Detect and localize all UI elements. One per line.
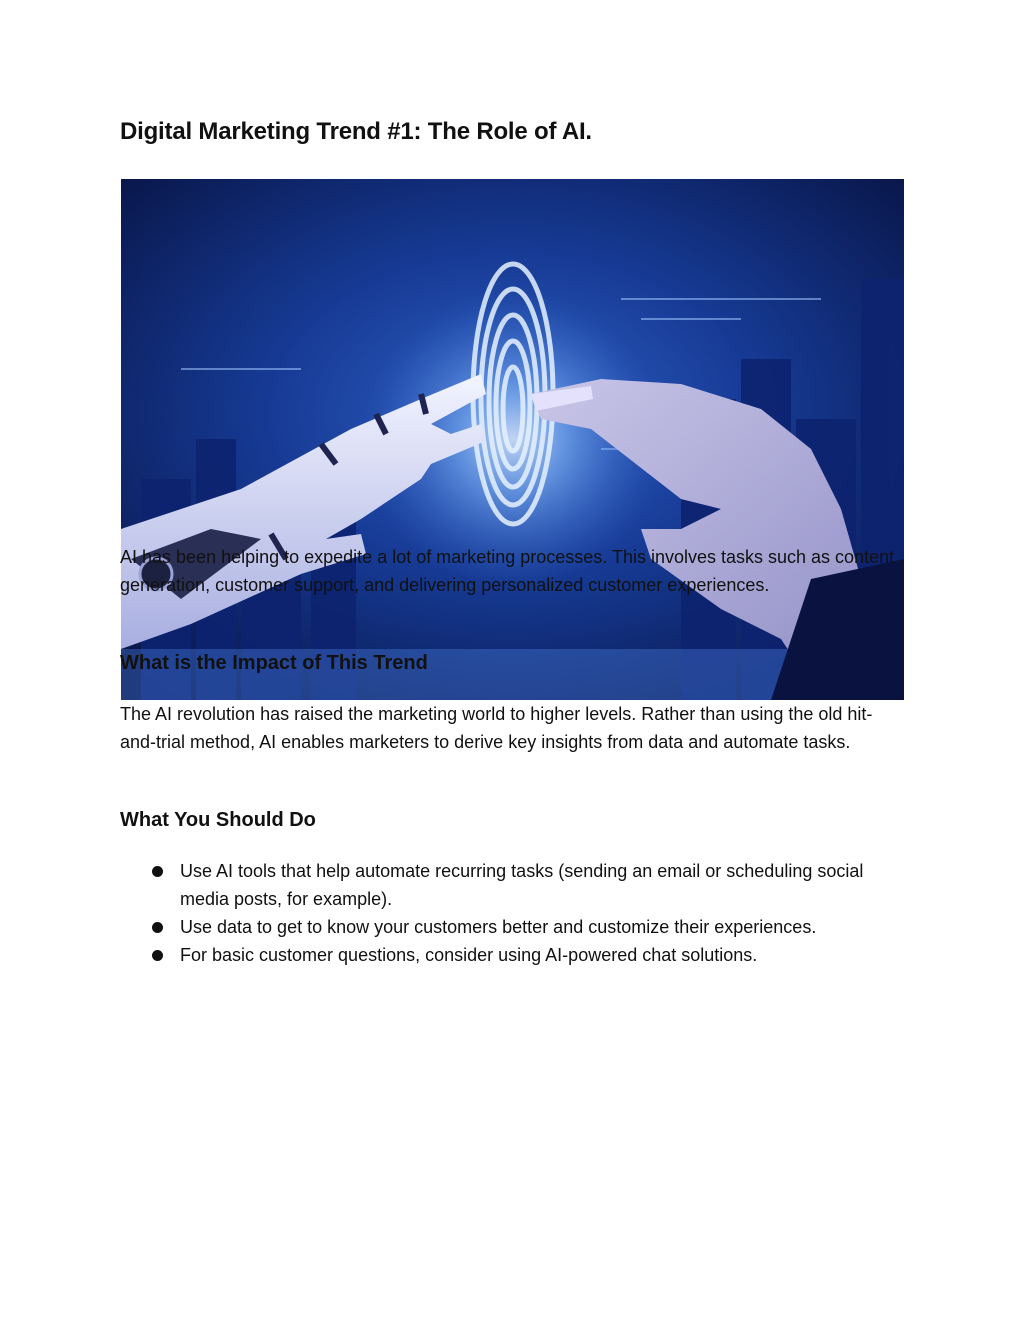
list-item [120, 857, 904, 913]
list-item-text: Use data to get to know your customers better and customize their experiences. [180, 917, 817, 937]
bullet-icon [152, 922, 163, 933]
bullet-icon [152, 866, 163, 877]
page-title: Digital Marketing Trend #1: The Role of AI. [120, 118, 592, 145]
impact-paragraph: The AI revolution has raised the marketing world to higher levels. Rather than using the old hit-and-trial method, AI enables marketers to derive key insights from data and automate tasks. [120, 704, 873, 752]
hero-image [121, 179, 904, 700]
action-heading: What You Should Do [120, 809, 316, 831]
intro-paragraph: AI has been helping to expedite a lot of marketing processes. This involves tasks such as content generation, customer support, and delivering personalized customer experiences. [120, 547, 895, 595]
list-item [120, 913, 904, 941]
list-item-text: For basic customer questions, consider using AI-powered chat solutions. [180, 945, 758, 965]
action-list [120, 857, 904, 969]
bullet-icon [152, 950, 163, 961]
robot-and-human-hand-image [121, 179, 904, 700]
list-item [120, 941, 904, 969]
list-item-text: Use AI tools that help automate recurring tasks (sending an email or scheduling social media posts, for example). [180, 861, 864, 909]
impact-heading: What is the Impact of This Trend [120, 652, 428, 674]
